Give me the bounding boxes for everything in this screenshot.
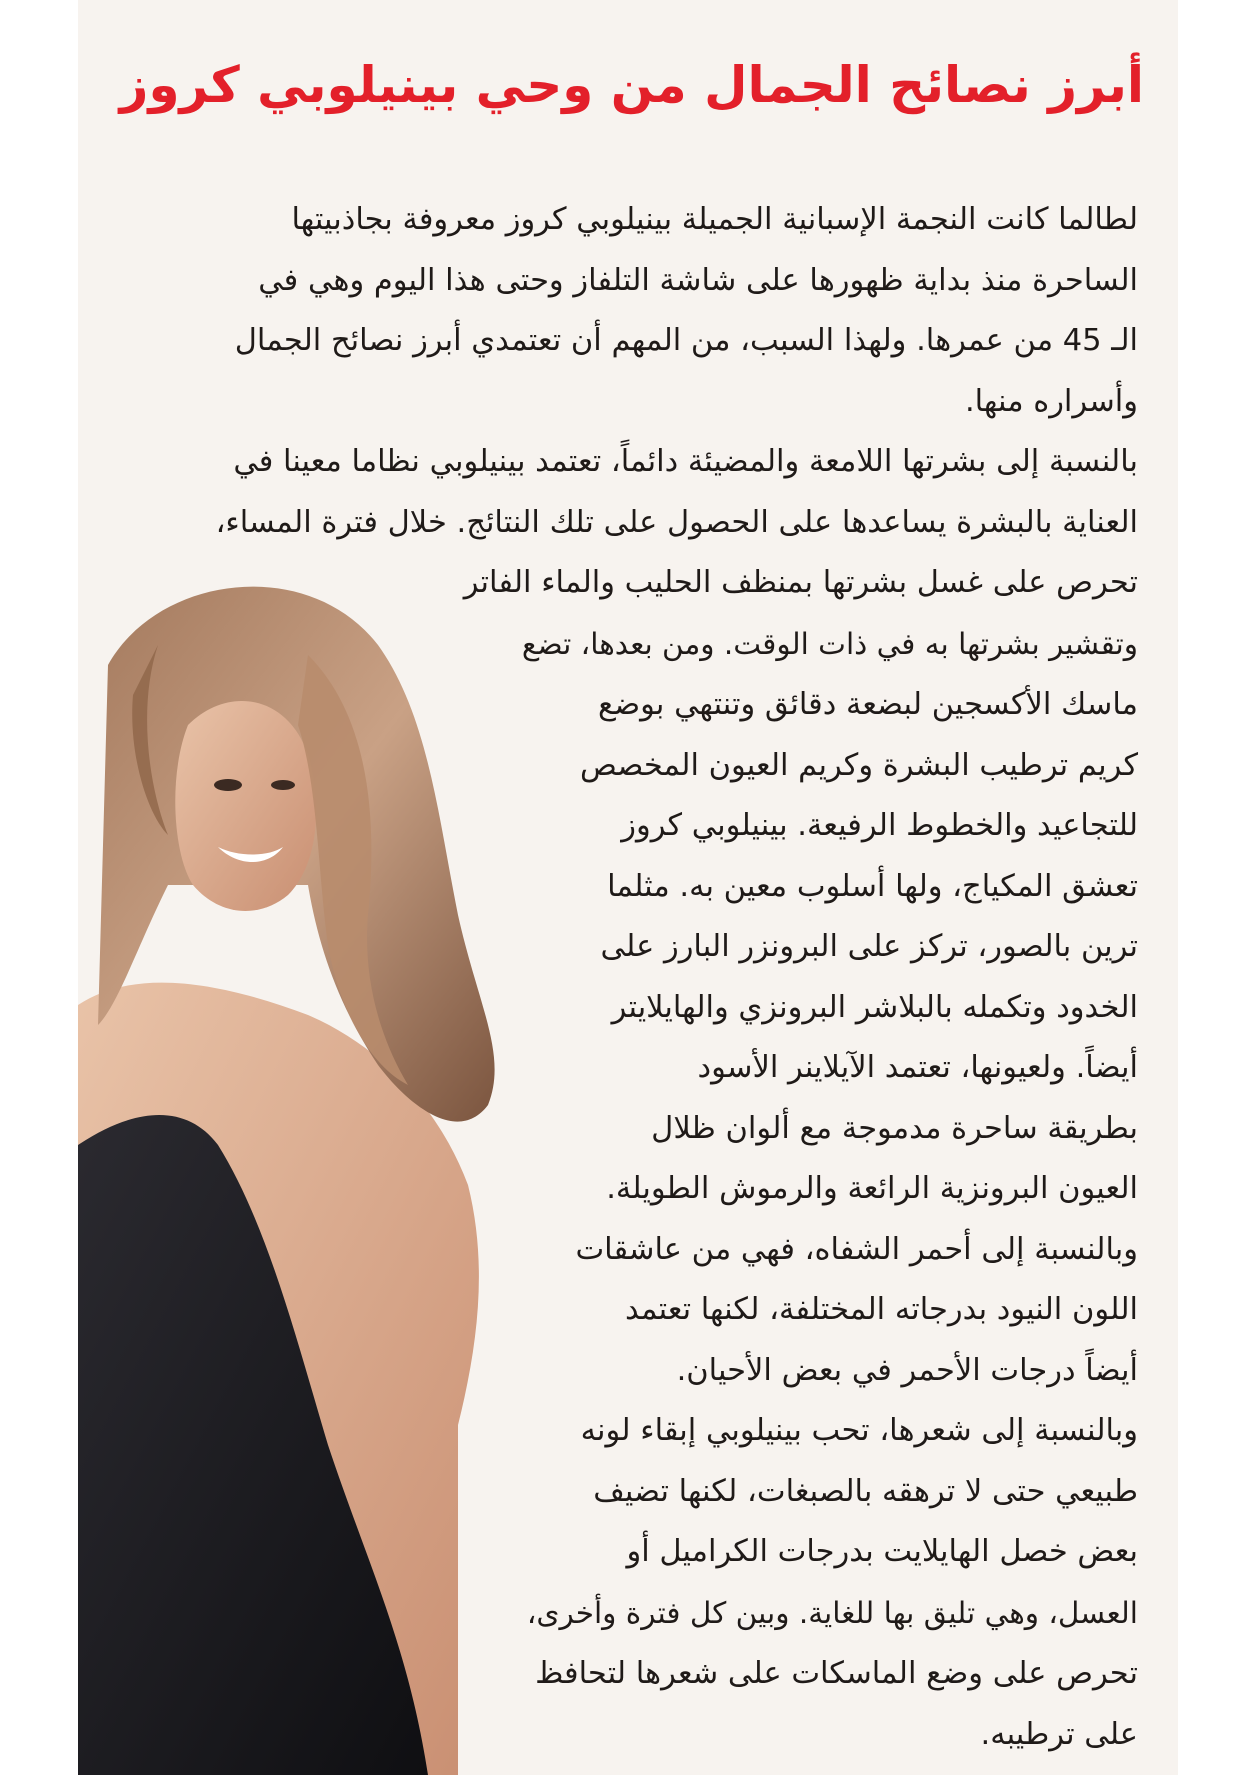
body-line: طبيعي حتى لا ترهقه بالصبغات، لكنها تضيف <box>593 1473 1138 1509</box>
body-line: اللون النيود بدرجاته المختلفة، لكنها تعتمد <box>625 1292 1138 1327</box>
article-title: أبرز نصائح الجمال من وحي بينيلوبي كروز <box>119 56 1144 114</box>
body-line: للتجاعيد والخطوط الرفيعة. بينيلوبي كروز <box>621 808 1138 843</box>
body-line: تحرص على وضع الماسكات على شعرها لتحافظ <box>535 1656 1138 1691</box>
body-line: العناية بالبشرة يساعدها على الحصول على تلك النتائج. خلال فترة المساء، <box>215 504 1138 540</box>
body-line: بطريقة ساحرة مدموجة مع ألوان ظلال <box>651 1110 1138 1146</box>
body-line: وأسراره منها. <box>964 383 1138 419</box>
body-line: وبالنسبة إلى أحمر الشفاه، فهي من عاشقات <box>575 1231 1138 1267</box>
body-line: تحرص على غسل بشرتها بمنظف الحليب والماء الفاتر <box>463 565 1138 600</box>
body-line: بالنسبة إلى بشرتها اللامعة والمضيئة دائماً، تعتمد بينيلوبي نظاما معينا في <box>233 444 1138 479</box>
article-body <box>118 190 1138 1765</box>
body-line: وبالنسبة إلى شعرها، تحب بينيلوبي إبقاء لونه <box>580 1413 1138 1448</box>
body-line: أيضاً درجات الأحمر في بعض الأحيان. <box>676 1352 1138 1388</box>
body-line: الخدود وتكمله بالبلاشر البرونزي والهايلايتر <box>611 989 1138 1025</box>
body-line: العيون البرونزية الرائعة والرموش الطويلة. <box>606 1171 1138 1206</box>
body-line: بعض خصل الهايلايت بدرجات الكراميل أو <box>626 1534 1138 1569</box>
body-line: ماسك الأكسجين لبضعة دقائق وتنتهي بوضع <box>598 687 1138 722</box>
body-line: وتقشير بشرتها به في ذات الوقت. ومن بعدها، تضع <box>521 626 1138 661</box>
body-line: الساحرة منذ بداية ظهورها على شاشة التلفاز وحتى هذا اليوم وهي في <box>258 262 1138 298</box>
body-line: على ترطيبه. <box>980 1716 1138 1752</box>
body-line: أيضاً. ولعيونها، تعتمد الآيلاينر الأسود <box>697 1050 1138 1085</box>
body-line: العسل، وهي تليق بها للغاية. وبين كل فترة وأخرى، <box>526 1595 1138 1630</box>
article-page <box>78 0 1178 1775</box>
body-line: كريم ترطيب البشرة وكريم العيون المخصص <box>580 747 1138 783</box>
body-line: لطالما كانت النجمة الإسبانية الجميلة بينيلوبي كروز معروفة بجاذبيتها <box>291 202 1138 237</box>
body-line: الـ 45 من عمرها. ولهذا السبب، من المهم أن تعتمدي أبرز نصائح الجمال <box>234 323 1138 358</box>
body-line: تعشق المكياج، ولها أسلوب معين به. مثلما <box>607 868 1138 904</box>
body-line: ترين بالصور، تركز على البرونزر البارز على <box>600 929 1138 964</box>
